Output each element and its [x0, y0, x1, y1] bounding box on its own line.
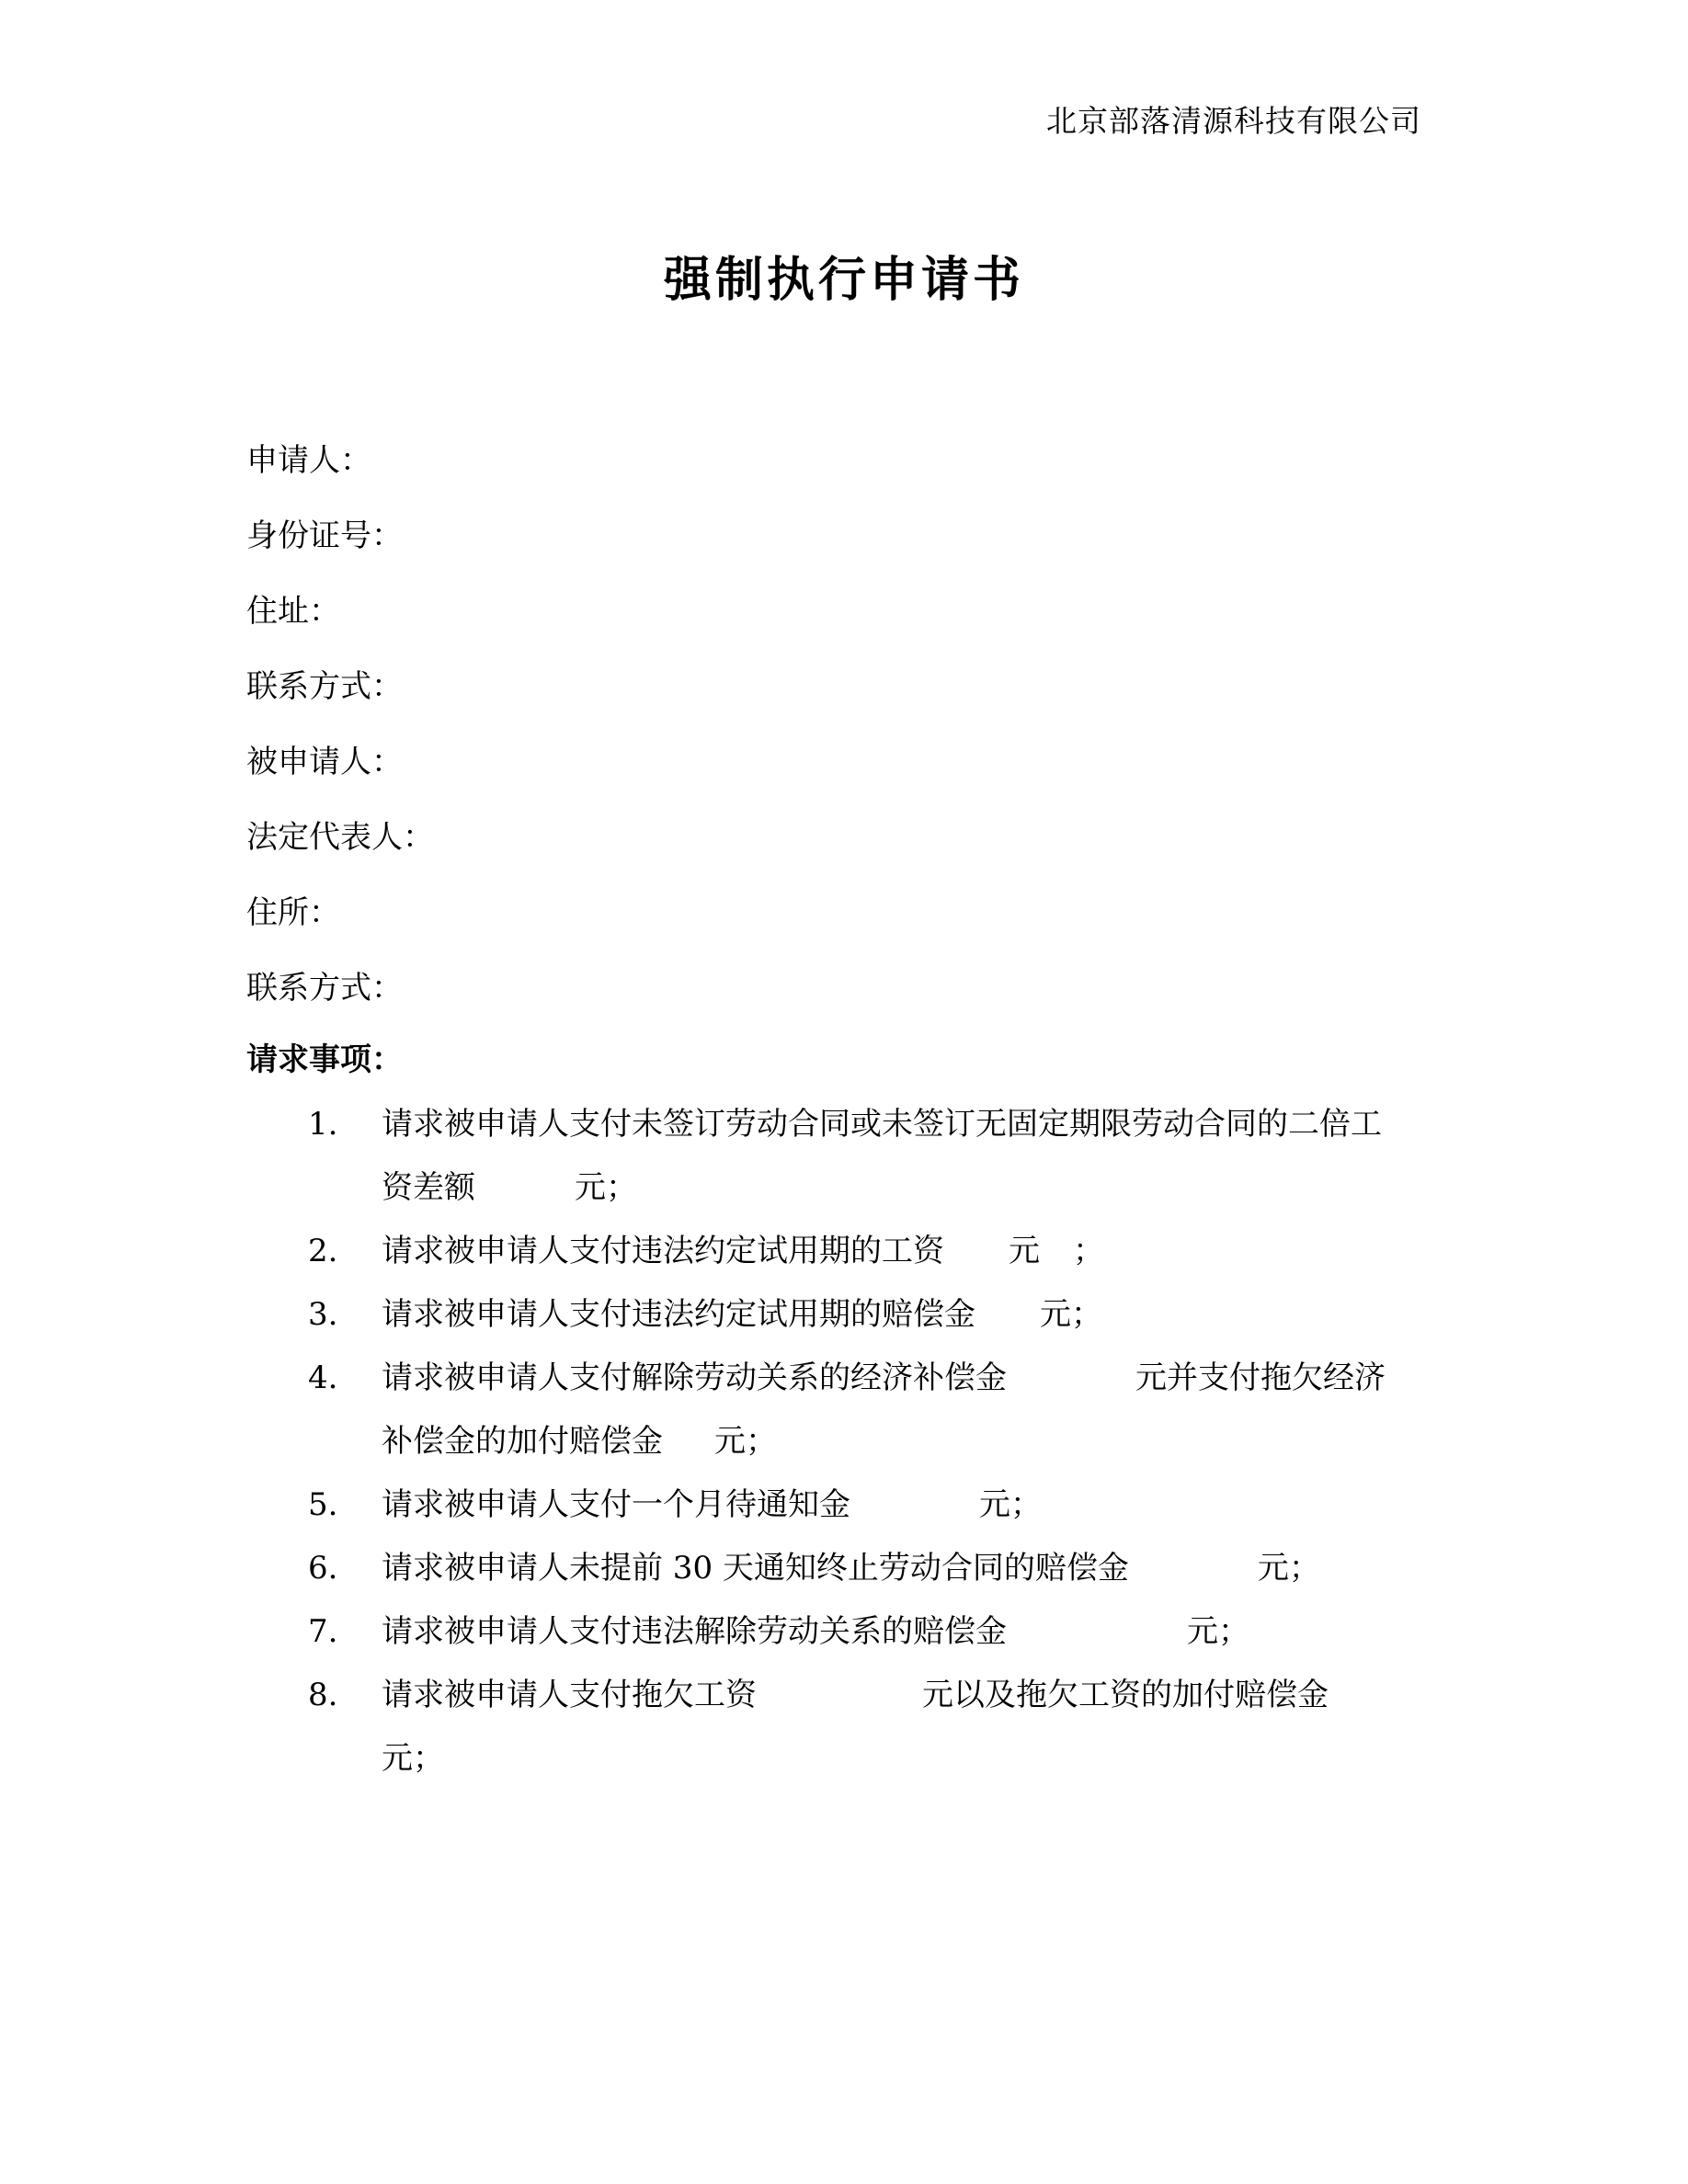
document-title: 强制执行申请书: [663, 252, 1024, 308]
item-unit: 元: [1009, 1233, 1040, 1269]
item-unit: 元；: [382, 1740, 444, 1777]
requests-heading: 请求事项：: [246, 1041, 403, 1078]
item-text: 请求被申请人支付违法约定试用期的赔偿金: [382, 1296, 975, 1333]
request-item-5: [303, 1484, 1434, 1526]
id-number-label: 身份证号：: [246, 518, 403, 554]
request-item-8: [303, 1674, 1434, 1780]
item-text: 元并支付拖欠经济: [1135, 1359, 1386, 1396]
request-item-1: [303, 1103, 1434, 1209]
item-number: 4.: [308, 1359, 338, 1396]
item-number: 3.: [308, 1296, 338, 1333]
item-text: 请求被申请人支付违法解除劳动关系的赔偿金: [382, 1613, 1007, 1650]
legal-rep-label: 法定代表人：: [246, 819, 434, 856]
request-item-6: [303, 1547, 1434, 1589]
item-unit: 元；: [1040, 1296, 1102, 1333]
item-unit: 元；: [575, 1169, 637, 1206]
address-label: 住址：: [246, 593, 340, 630]
item-unit: 元；: [1187, 1613, 1249, 1650]
item-text: 请求被申请人支付违法约定试用期的工资: [382, 1233, 944, 1269]
item-text: 请求被申请人支付解除劳动关系的经济补偿金: [382, 1359, 1007, 1396]
item-text: 请求被申请人支付一个月待通知金: [382, 1486, 850, 1523]
request-item-3: [303, 1293, 1434, 1336]
item-number: 2.: [308, 1233, 338, 1269]
item-text: 补偿金的加付赔偿金: [382, 1423, 663, 1460]
residence-label: 住所：: [246, 894, 340, 931]
item-text: 元以及拖欠工资的加付赔偿金: [922, 1677, 1329, 1713]
request-list: [303, 1103, 1434, 1801]
item-number: 8.: [308, 1677, 338, 1713]
item-number: 5.: [308, 1486, 338, 1523]
item-number: 6.: [308, 1550, 338, 1587]
item-unit: 元；: [714, 1423, 777, 1460]
item-text: 请求被申请人支付未签订劳动合同或未签订无固定期限劳动合同的二倍工: [382, 1106, 1382, 1143]
request-item-4: [303, 1357, 1434, 1462]
item-unit: 元；: [1257, 1550, 1320, 1587]
item-number: 1.: [308, 1106, 338, 1143]
item-number: 7.: [308, 1613, 338, 1650]
respondent-label: 被申请人：: [246, 744, 403, 780]
applicant-label: 申请人：: [246, 442, 371, 479]
item-text: 请求被申请人支付拖欠工资: [382, 1677, 757, 1713]
item-text: 请求被申请人未提前 30 天通知终止劳动合同的赔偿金: [382, 1550, 1129, 1587]
item-unit: 元；: [979, 1486, 1042, 1523]
request-item-2: [303, 1230, 1434, 1272]
respondent-contact-label: 联系方式：: [246, 970, 403, 1007]
item-punct: ；: [1073, 1233, 1104, 1269]
item-text: 资差额: [382, 1169, 475, 1206]
contact-label: 联系方式：: [246, 668, 403, 705]
company-name: 北京部落清源科技有限公司: [1046, 103, 1421, 139]
party-info: [246, 439, 434, 1042]
request-item-7: [303, 1610, 1434, 1653]
